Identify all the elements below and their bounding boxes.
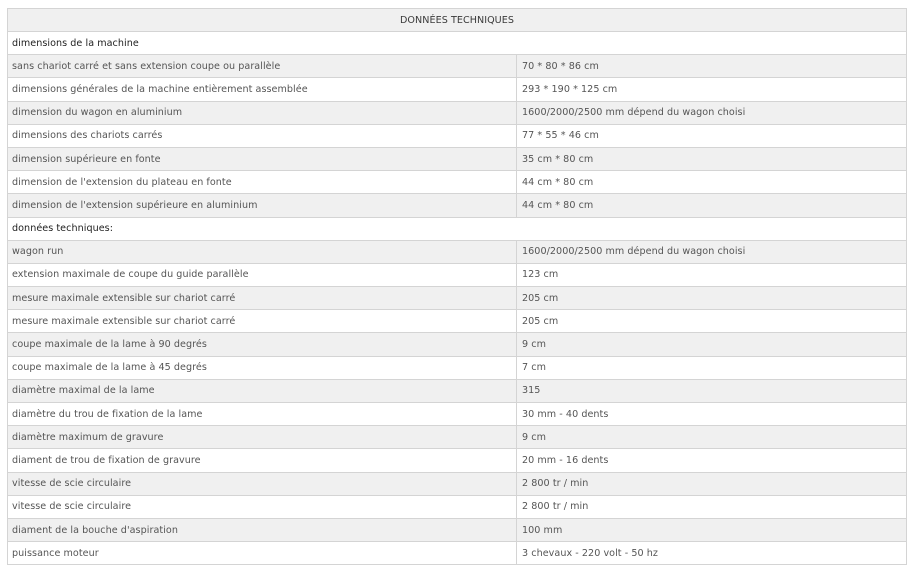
table-row <box>8 124 907 147</box>
section-heading: données techniques: <box>8 217 907 240</box>
table-row <box>8 495 907 518</box>
spec-label: dimensions générales de la machine entièrement assemblée <box>8 78 517 101</box>
table-row <box>8 333 907 356</box>
table-row <box>8 472 907 495</box>
table-row <box>8 240 907 263</box>
spec-label: coupe maximale de la lame à 45 degrés <box>8 356 517 379</box>
table-row <box>8 379 907 402</box>
spec-value: 315 <box>517 379 907 402</box>
table-row <box>8 171 907 194</box>
spec-label: diamètre maximum de gravure <box>8 426 517 449</box>
table-row <box>8 426 907 449</box>
spec-label: mesure maximale extensible sur chariot carré <box>8 287 517 310</box>
spec-value: 70 * 80 * 86 cm <box>517 55 907 78</box>
table-row <box>8 518 907 541</box>
table-row <box>8 542 907 565</box>
table-title: DONNÉES TECHNIQUES <box>8 9 907 32</box>
spec-value: 9 cm <box>517 333 907 356</box>
spec-value: 3 chevaux - 220 volt - 50 hz <box>517 542 907 565</box>
spec-value: 44 cm * 80 cm <box>517 194 907 217</box>
table-row <box>8 287 907 310</box>
spec-value: 35 cm * 80 cm <box>517 147 907 170</box>
spec-value: 20 mm - 16 dents <box>517 449 907 472</box>
spec-label: dimension supérieure en fonte <box>8 147 517 170</box>
spec-label: extension maximale de coupe du guide parallèle <box>8 263 517 286</box>
spec-value: 2 800 tr / min <box>517 472 907 495</box>
spec-value: 205 cm <box>517 310 907 333</box>
spec-label: dimensions des chariots carrés <box>8 124 517 147</box>
table-row <box>8 78 907 101</box>
spec-value: 7 cm <box>517 356 907 379</box>
spec-label: dimension de l'extension du plateau en fonte <box>8 171 517 194</box>
table-row <box>8 449 907 472</box>
spec-value: 2 800 tr / min <box>517 495 907 518</box>
spec-label: vitesse de scie circulaire <box>8 472 517 495</box>
spec-label: mesure maximale extensible sur chariot carré <box>8 310 517 333</box>
table-row <box>8 55 907 78</box>
spec-value: 1600/2000/2500 mm dépend du wagon choisi <box>517 101 907 124</box>
spec-label: puissance moteur <box>8 542 517 565</box>
spec-value: 1600/2000/2500 mm dépend du wagon choisi <box>517 240 907 263</box>
spec-label: dimension du wagon en aluminium <box>8 101 517 124</box>
spec-label: diament de trou de fixation de gravure <box>8 449 517 472</box>
section-heading: dimensions de la machine <box>8 32 907 55</box>
table-row <box>8 147 907 170</box>
spec-label: coupe maximale de la lame à 90 degrés <box>8 333 517 356</box>
spec-value: 77 * 55 * 46 cm <box>517 124 907 147</box>
spec-label: sans chariot carré et sans extension coupe ou parallèle <box>8 55 517 78</box>
spec-label: diamètre du trou de fixation de la lame <box>8 403 517 426</box>
table-row <box>8 263 907 286</box>
spec-value: 9 cm <box>517 426 907 449</box>
section-header-row <box>8 32 907 55</box>
spec-label: diament de la bouche d'aspiration <box>8 518 517 541</box>
spec-value: 293 * 190 * 125 cm <box>517 78 907 101</box>
spec-label: vitesse de scie circulaire <box>8 495 517 518</box>
spec-value: 100 mm <box>517 518 907 541</box>
section-header-row <box>8 217 907 240</box>
table-row <box>8 310 907 333</box>
spec-value: 44 cm * 80 cm <box>517 171 907 194</box>
table-row <box>8 101 907 124</box>
spec-value: 123 cm <box>517 263 907 286</box>
spec-value: 30 mm - 40 dents <box>517 403 907 426</box>
specs-table-wrapper <box>7 8 906 565</box>
table-row <box>8 356 907 379</box>
table-row <box>8 403 907 426</box>
table-row <box>8 194 907 217</box>
technical-specs-table <box>7 8 907 565</box>
spec-label: diamètre maximal de la lame <box>8 379 517 402</box>
spec-label: dimension de l'extension supérieure en aluminium <box>8 194 517 217</box>
spec-label: wagon run <box>8 240 517 263</box>
spec-value: 205 cm <box>517 287 907 310</box>
